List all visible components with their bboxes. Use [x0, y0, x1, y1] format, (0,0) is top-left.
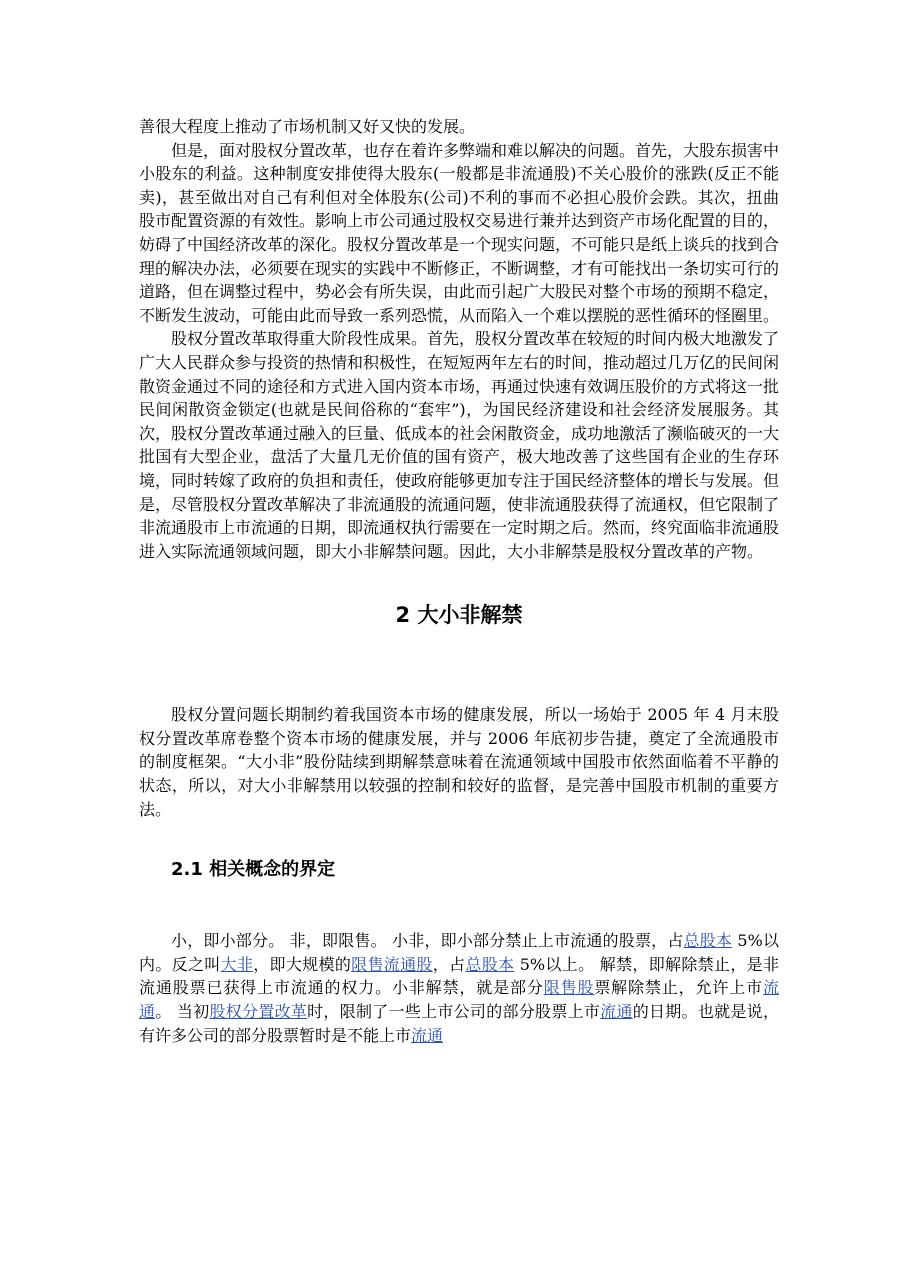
document-page	[139, 115, 779, 1047]
paragraph-1: 善很大程度上推动了市场机制又好又快的发展。	[139, 117, 476, 136]
link-restricted-tradable-shares[interactable]: 限售流通股	[351, 954, 433, 974]
text-run: ，占	[432, 954, 466, 974]
spacer	[139, 563, 779, 599]
link-circulation-3[interactable]: 流通	[411, 1025, 444, 1045]
spacer	[139, 629, 779, 703]
paragraph-3: 股权分置改革取得重大阶段性成果。首先，股权分置改革在较短的时间内极大地激发了广大人民群众参与投资的热情和积极性，在短短两年左右的时间，推动超过几万亿的民间闲散资金通过不同的途径和方式进入国内资本市场，再通过快速有效调压股价的方式将这一批民间闲散资金锁定(也就是民间俗称的“套牢”)，为国民经济建设和社会经济发展服务。其次，股权分置改革通过融入的巨量、低成本的社会闲散资金，成功地激活了濒临破灭的一大批国有大型企业，盘活了大量几无价值的国有资产，极大地改善了这些国有企业的生存环境，同时转嫁了政府的负担和责任，使政府能够更加专注于国民经济整体的增长与发展。但是，尽管股权分置改革解决了非流通股的流通问题，使非流通股获得了流通权，但它限制了非流通股市上市流通的日期，即流通权执行需要在一定时期之后。然而，终究面临非流通股进入实际流通领域问题，即大小非解禁问题。因此，大小非解禁是股权分置改革的产物。	[139, 329, 780, 561]
paragraph-2: 但是，面对股权分置改革，也存在着许多弊端和难以解决的问题。首先，大股东损害中小股东的利益。这种制度安排使得大股东(一般都是非流通股)不关心股价的涨跌(反正不能卖)，甚至做出对自己有利但对全体股东(公司)不利的事而不必担心股价会跌。其次，扭曲股市配置资源的有效性。影响上市公司通过股权交易进行兼并达到资产市场化配置的目的，妨碍了中国经济改革的深化。股权分置改革是一个现实问题，不可能只是纸上谈兵的找到合理的解决办法，必须要在现实的实践中不断修正，不断调整，才有可能找出一条切实可行的道路，但在调整过程中，势必会有所失误，由此而引起广大股民对整个市场的预期不稳定，不断发生波动，可能由此而导致一系列恐慌，从而陷入一个难以摆脱的恶性循环的怪圈里。	[139, 140, 780, 325]
text-run: ，即大规模的	[253, 954, 352, 974]
section-heading-2: 2 大小非解禁	[395, 603, 523, 628]
spacer	[139, 821, 779, 855]
text-run: 5%以内。反之叫	[139, 931, 779, 974]
paragraph-4: 股权分置问题长期制约着我国资本市场的健康发展，所以一场始于 2005 年 4 月末股权分置改革席卷整个资本市场的健康发展，并与 2006 年底初步告捷，奠定了全流通股市的制度框架。“大小非”股份陆续到期解禁意味着在流通领域中国股市依然面临着不平静的状态，所以，对大小非解禁用以较强的控制和较好的监督，是完善中国股市机制的重要方法。	[139, 705, 779, 819]
link-total-share-capital[interactable]: 总股本	[683, 931, 733, 951]
link-total-share-capital-2[interactable]: 总股本	[465, 954, 515, 974]
text-run: 票解除禁止，允许上市	[594, 978, 763, 998]
link-restricted-shares[interactable]: 限售股	[543, 978, 595, 998]
link-share-split-reform[interactable]: 股权分置改革	[209, 1002, 308, 1022]
text-run: 。 当初	[155, 1002, 210, 1022]
text-run: 时，限制了一些上市公司的部分股票上市	[307, 1002, 601, 1022]
paragraph-5	[139, 929, 779, 1047]
text-run: 的日期。也就是说，有许多公司的部分股票暂时是不能上市	[139, 1002, 779, 1045]
text-run: 小，即小部分。 非，即限售。 小非，即小部分禁止上市流通的股票，占	[171, 931, 684, 951]
section-heading-2-1: 2.1 相关概念的界定	[171, 859, 336, 881]
spacer	[139, 881, 779, 929]
link-circulation[interactable]: 流通	[139, 978, 779, 1022]
link-circulation-2[interactable]: 流通	[600, 1002, 633, 1022]
link-big-non-tradable[interactable]: 大非	[220, 954, 254, 974]
text-run: 5%以上。 解禁，即解除禁止，是非流通股票已获得上市流通的权力。小非解禁，就是部分	[139, 954, 779, 998]
